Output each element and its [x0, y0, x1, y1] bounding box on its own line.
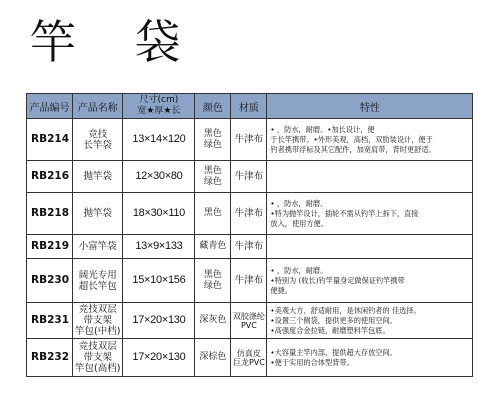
product-code: RB219	[27, 235, 73, 259]
product-color-line: 深棕色	[199, 352, 227, 362]
product-name	[73, 161, 123, 193]
product-code: RB216	[27, 161, 73, 193]
product-color-line: 绿色	[203, 280, 222, 291]
product-name-line: 竞技双层	[78, 304, 117, 315]
product-features	[267, 161, 473, 193]
product-color	[195, 339, 231, 377]
product-color-line: 绿色	[203, 139, 222, 150]
product-material	[231, 161, 267, 193]
product-material-line: 牛津布	[234, 241, 264, 252]
product-material-line: 牛津布	[234, 208, 264, 219]
product-code: RB231	[27, 303, 73, 339]
product-features	[267, 235, 473, 259]
product-name-line: 小富竿袋	[78, 241, 117, 252]
product-color-line: 黑色	[203, 269, 222, 280]
header-color: 颜色	[195, 94, 231, 119]
table-row	[27, 161, 473, 193]
product-features-line: 放入，使用方便。	[270, 218, 328, 228]
product-features	[267, 339, 473, 377]
product-features-line: •便于实用的合体型背带。	[270, 357, 354, 367]
product-features-line: • ，防水，耐磨。•加长设计，便	[270, 124, 375, 134]
product-color-line: 黑色	[203, 208, 222, 218]
product-material	[231, 303, 267, 339]
product-material-line: 牛津布	[234, 275, 264, 286]
header-size	[123, 94, 195, 119]
product-material	[231, 339, 267, 377]
product-features	[267, 119, 473, 161]
product-material-line: 双胶涤纶	[232, 311, 265, 321]
product-material	[231, 259, 267, 303]
product-color	[195, 303, 231, 339]
product-color	[195, 235, 231, 259]
product-size: 13×9×133	[123, 235, 195, 259]
product-name-line: 长竿袋	[83, 139, 112, 151]
table-row	[27, 259, 473, 303]
product-name	[73, 193, 123, 235]
product-name	[73, 339, 123, 377]
product-features	[267, 193, 473, 235]
product-size: 15×10×156	[123, 259, 195, 303]
product-name-line: 竞技	[88, 128, 108, 140]
product-code: RB214	[27, 119, 73, 161]
product-material-line: 牛津布	[234, 171, 264, 182]
page-title: 竿 袋	[30, 15, 203, 69]
product-material	[231, 193, 267, 235]
product-table	[26, 93, 473, 377]
table-header-row	[27, 94, 473, 119]
product-material-line: 牛津布	[234, 134, 264, 145]
product-color-line: 黑色	[203, 128, 222, 139]
product-size: 13×14×120	[123, 119, 195, 161]
product-name	[73, 235, 123, 259]
product-features-line: 于长竿携带。•外形美观，高档，双肋装设计，便于	[270, 134, 433, 144]
product-features-line: •美观大方、舒适耐用，是休闲钓者的 佳选择。	[270, 305, 421, 315]
product-features-line: •大容量主竿内部，提供超大存放空间。	[270, 347, 397, 357]
product-color	[195, 119, 231, 161]
header-material: 材质	[231, 94, 267, 119]
product-size: 17×20×130	[123, 303, 195, 339]
product-name	[73, 119, 123, 161]
table-row	[27, 303, 473, 339]
product-name	[73, 259, 123, 303]
product-features-line: • ，防水，耐磨。	[270, 198, 328, 208]
product-features-line: •设置三个侧袋，提供更多的使用空间。	[270, 315, 397, 325]
product-name-line: 竞技双层	[78, 341, 117, 352]
header-size-dims: 宽★厚★长	[137, 106, 181, 116]
product-name-line: 超长竿包	[78, 280, 117, 292]
product-features-line: •特为抛竿设计，插轮不需从钓竿上拆下，直接	[270, 208, 419, 218]
header-name: 产品名称	[73, 94, 123, 119]
product-color-line: 黑色	[203, 165, 222, 176]
product-color-line: 深灰色	[199, 315, 227, 325]
product-size: 12×30×80	[123, 161, 195, 193]
product-material	[231, 119, 267, 161]
product-color	[195, 259, 231, 303]
header-size-unit: 尺寸(cm)	[139, 95, 179, 105]
product-features-line: • ，防水，耐磨。	[270, 265, 328, 275]
product-name-line: 带支架	[83, 315, 112, 326]
product-color-line: 绿色	[203, 176, 222, 187]
product-features	[267, 303, 473, 339]
product-size: 17×20×130	[123, 339, 195, 377]
product-color	[195, 161, 231, 193]
product-name-line: 竿包(高档)	[75, 363, 121, 374]
product-material-line: 巨龙PVC	[232, 357, 265, 367]
product-features-line: 便捷。	[270, 285, 292, 295]
table-row	[27, 119, 473, 161]
product-name-line: 竿包(中档)	[75, 326, 121, 337]
product-size: 18×30×110	[123, 193, 195, 235]
product-material-line: PVC	[240, 320, 257, 330]
product-material	[231, 235, 267, 259]
product-material-line: 仿真皮	[236, 348, 261, 358]
product-name	[73, 303, 123, 339]
product-code: RB232	[27, 339, 73, 377]
product-name-line: 抛竿袋	[83, 208, 112, 219]
product-color	[195, 193, 231, 235]
product-name-line: 阔光专用	[78, 269, 117, 281]
product-code: RB218	[27, 193, 73, 235]
product-features-line: •高强度合金拉链，耐磨塑料竿包底。	[270, 325, 390, 335]
product-name-line: 抛竿袋	[83, 171, 112, 182]
header-code: 产品编号	[27, 94, 73, 119]
product-color-line: 藏青色	[199, 241, 227, 251]
product-code: RB230	[27, 259, 73, 303]
product-features	[267, 259, 473, 303]
product-name-line: 带支架	[83, 352, 112, 363]
header-features: 特性	[267, 94, 473, 119]
table-row	[27, 339, 473, 377]
table-row	[27, 193, 473, 235]
product-features-line: 钓者携带浮标及其它配件，加宽肩带，背时更舒适。	[270, 144, 436, 154]
product-features-line: •特别为 (收长)钓竿量身定做保证钓竿携带	[270, 275, 405, 285]
table-row	[27, 235, 473, 259]
